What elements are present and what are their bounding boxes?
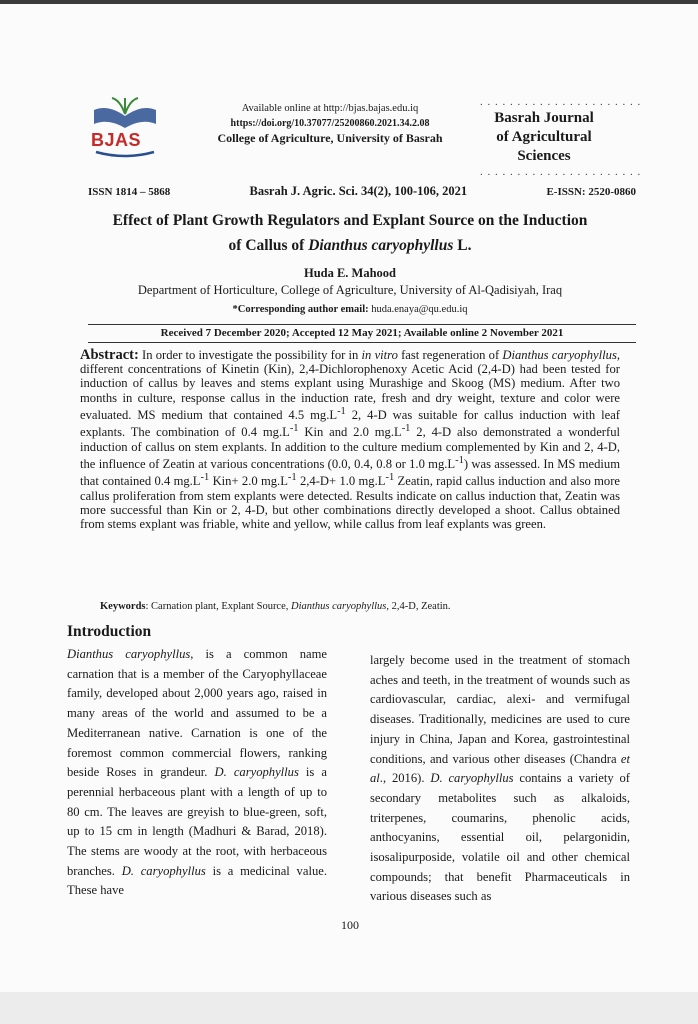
body-text: contains a variety of secondary metabolites such as alkaloids, triterpenes, coumarins, phenolic acids, anthocyanins, essential oil, pelargonidin, isosalipurposide, volatile oil and other chemical compounds; that benefit Pharmaceuticals in various diseases such as xyxy=(370,771,631,904)
abstract-text: ) was assessed. In MS medium that contained 0.4 mg.L xyxy=(80,456,620,489)
body-text: is a medicinal value. These have xyxy=(67,863,327,898)
citation: Basrah J. Agric. Sci. 34(2), 100-106, 2021 xyxy=(249,184,468,198)
abstract-text: fast regeneration of xyxy=(397,348,503,362)
species-italic: D. caryophyllus xyxy=(121,863,206,878)
abstract-text: Kin+ 2.0 mg.L xyxy=(209,474,288,489)
issn-electronic: E-ISSN: 2520-0860 xyxy=(546,186,636,198)
logo-text: BJAS xyxy=(91,130,142,150)
citation-italic: et al xyxy=(370,751,630,786)
available-online: Available online at http://bjas.bajas.edu.iq xyxy=(241,103,419,114)
keywords-text: : Carnation plant, Explant Source, xyxy=(145,601,292,612)
journal-name xyxy=(480,109,608,166)
abstract-text: 2, 4-D also demonstrated a wonderful induction of callus on stem explants. In addition to the culture medium complemented by Kin and 2, 4-D, the influence of Zeatin at various concentrations (0.0, 0.4, 0.8 or 1.0 mg.L xyxy=(80,425,620,471)
affiliation: Department of Horticulture, College of Agriculture, University of Al-Qadisiyah, Iraq xyxy=(137,283,563,297)
intro-column-left xyxy=(67,645,327,901)
journal-line-1: Basrah Journal xyxy=(494,110,594,126)
species-italic: D. caryophyllus xyxy=(430,771,514,786)
superscript: -1 xyxy=(289,423,299,435)
title-species: Dianthus caryophyllus xyxy=(308,237,454,254)
college-name: College of Agriculture, University of Basrah xyxy=(217,131,443,145)
species-italic: Dianthus caryophyllus xyxy=(67,647,191,661)
journal-line-2: of Agricultural xyxy=(496,129,592,145)
author-name: Huda E. Mahood xyxy=(303,266,397,280)
title-prefix: of Callus of xyxy=(228,237,309,254)
abstract-text: 2, 4-D was suitable for callus induction with leaf explants. The combination of 0.4 mg.L xyxy=(80,408,620,440)
keywords-text: , 2,4-D, Zeatin. xyxy=(386,601,451,612)
superscript: -1 xyxy=(200,472,210,484)
dots-bottom: . . . . . . . . . . . . . . . . . . . . . . xyxy=(480,166,642,178)
issn-print: ISSN 1814 – 5868 xyxy=(88,186,171,198)
abstract-text: Kin and 2.0 mg.L xyxy=(298,425,402,440)
abstract-text: Zeatin, rapid callus induction and also more callus proliferation from stem explants were detected. Results indicate on callus induction that, Zeatin was more successful than Kin or 2, 4-D, but other combinations directly developed a shoot. Callus obtained from stems explant was friable, white and yellow, while callus from leaf explants was green. xyxy=(80,474,620,531)
abstract-text: , different concentrations of Kinetin (Kin), 2,4-Dichlorophenoxy Acetic Acid (2,4-D) had been tested for induction of callus by leaves and stems explant using Murashige and Skoog (MS) medium. After two months in culture, response callus in the induction rate, fresh and dry weight, texture and color were evaluated. MS medium that contained 4.5 mg.L xyxy=(80,348,621,422)
superscript: -1 xyxy=(401,423,411,435)
intro-column-right xyxy=(370,651,630,907)
superscript: -1 xyxy=(287,472,297,484)
body-text: , is a common name carnation that is a member of the Caryophyllaceae family, developed about 2,000 years ago, raised in many areas of the world and assumed to be a Mediterranean native. Carnation is one of the foremost common commercial flowers, ranking beside Roses in grandeur. xyxy=(67,647,327,780)
abstract xyxy=(80,348,620,531)
title-line-1: Effect of Plant Growth Regulators and Explant Source on the Induction xyxy=(112,212,588,229)
title-line-2 xyxy=(60,233,640,258)
paper-title xyxy=(60,208,640,258)
issn-row xyxy=(88,184,636,199)
journal-box xyxy=(480,96,642,178)
species-italic: D. caryophyllus xyxy=(214,765,299,780)
email-label: *Corresponding author email: xyxy=(232,304,369,315)
doi-link[interactable]: https://doi.org/10.37077/25200860.2021.34.2.08 xyxy=(230,118,430,129)
corresponding-email xyxy=(60,304,640,315)
keywords-species: Dianthus caryophyllus xyxy=(291,601,387,612)
article-dates: Received 7 December 2020; Accepted 12 May 2021; Available online 2 November 2021 xyxy=(88,324,636,343)
abstract-text: 2,4-D+ 1.0 mg.L xyxy=(296,474,386,489)
keywords-label: Keywords xyxy=(100,601,146,612)
abstract-italic: Dianthus caryophyllus xyxy=(502,348,617,362)
abstract-text: In order to investigate the possibility for in xyxy=(138,348,362,362)
title-suffix: L. xyxy=(453,237,472,254)
page-number: 100 xyxy=(341,918,359,932)
superscript: -1 xyxy=(455,454,464,466)
keywords xyxy=(100,601,620,612)
abstract-italic: in vitro xyxy=(361,348,398,362)
body-text: ., 2016). xyxy=(379,771,431,786)
dots-top: . . . . . . . . . . . . . . . . . . . . . . xyxy=(480,96,642,108)
bottom-margin xyxy=(0,992,698,1024)
abstract-label: Abstract: xyxy=(80,347,139,363)
superscript: -1 xyxy=(385,472,395,484)
body-text: largely become used in the treatment of stomach aches and teeth, in the treatment of wounds such as cardiovascular, cardiac, alexi- and vermifugal diseases. Traditionally, medicines are used to cure injury in China, Japan and Korea, gastrointestinal conditions, and various other diseases (Chandra xyxy=(370,653,630,766)
email-address[interactable]: huda.enaya@qu.edu.iq xyxy=(371,304,468,315)
superscript: -1 xyxy=(337,405,346,417)
journal-line-3: Sciences xyxy=(517,148,571,164)
journal-info xyxy=(190,101,470,146)
section-heading: Introduction xyxy=(67,623,152,640)
body-text: is a perennial herbaceous plant with a length of up to 80 cm. The leaves are greyish to blue-green, soft, up to 15 cm in length (Madhuri & Barad, 2018). The stems are woody at the root, with herbaceous branches. xyxy=(67,765,327,878)
